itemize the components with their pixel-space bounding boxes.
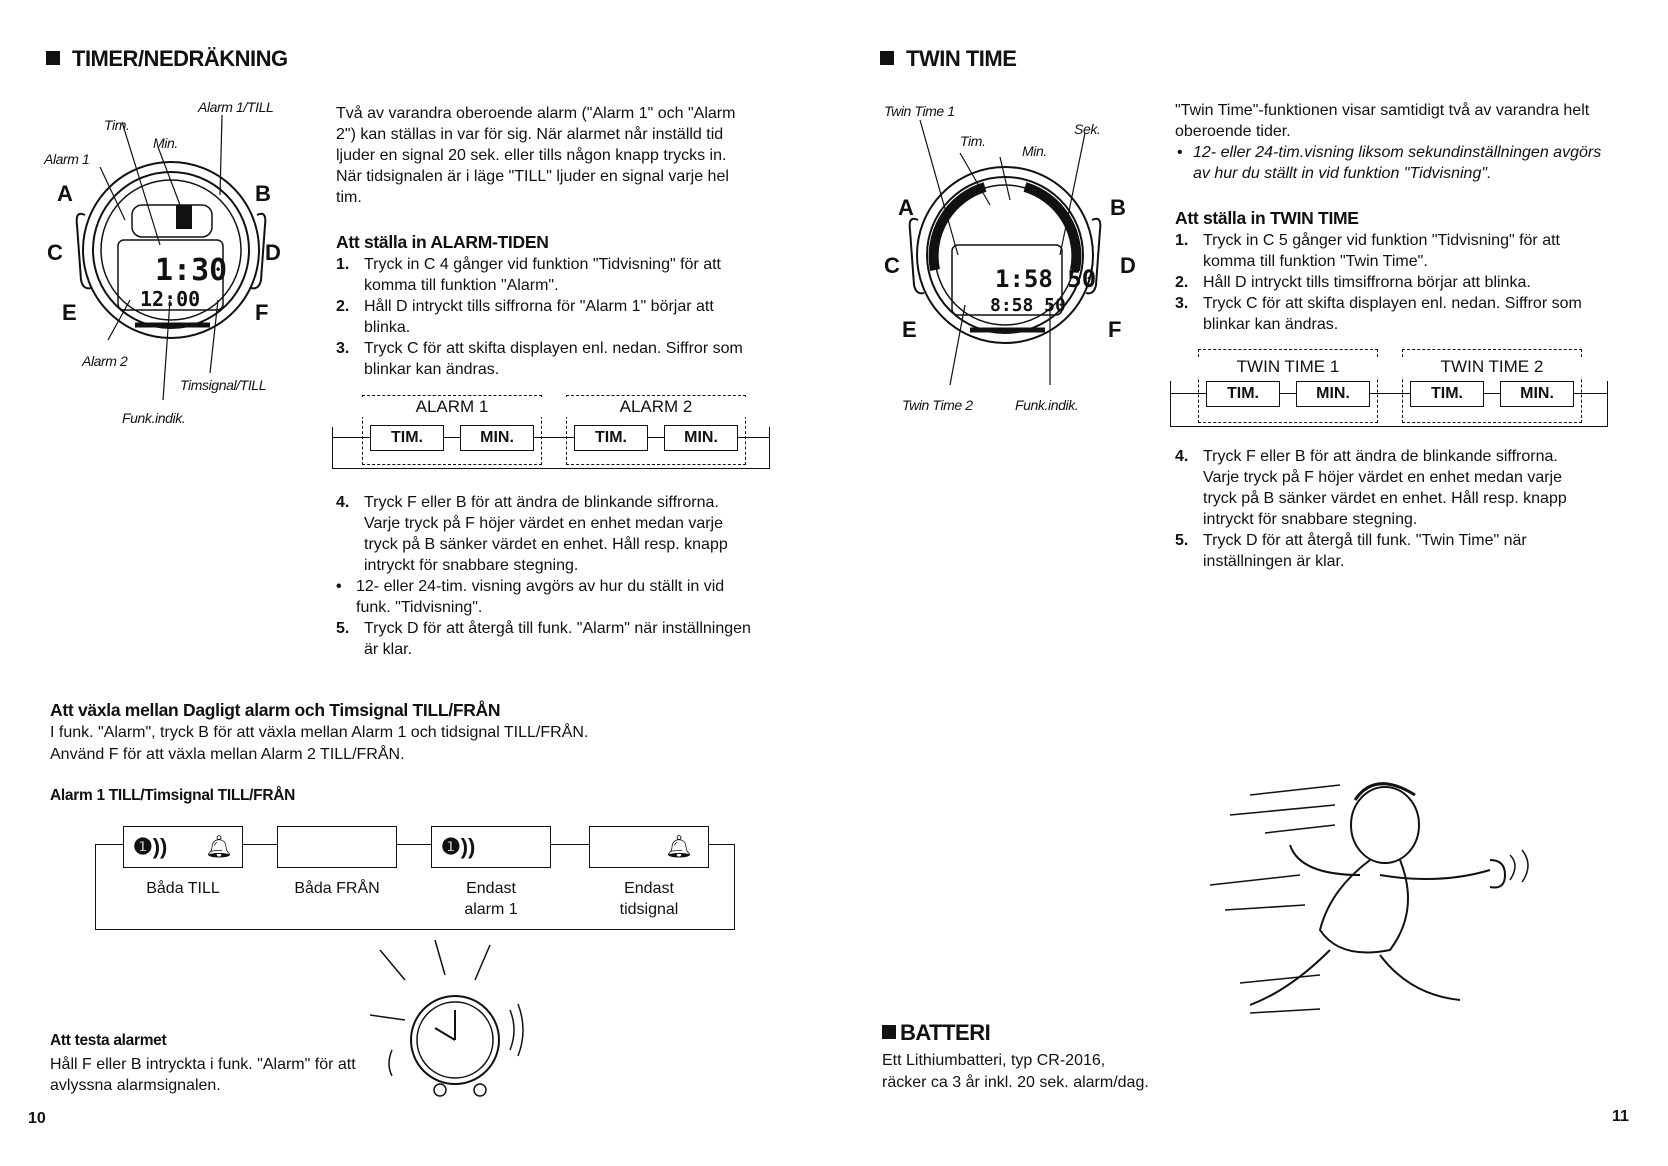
twin-intro-text: "Twin Time"-funktionen visar samtidigt två av varandra helt oberoende tider. [1175,102,1590,140]
watch-button-f: F [255,300,269,325]
twin-steps-a [1175,230,1595,335]
twin-heading: Att ställa in TWIN TIME [1175,208,1359,228]
alarm2-tim-box: TIM. [574,425,648,451]
alarm-steps-a [336,254,756,380]
label-sek: Sek. [1074,121,1101,137]
label-tim: Tim. [960,133,986,149]
cycle-label-4: Endast tidsignal [619,880,679,918]
toggle-text-1: I funk. "Alarm", tryck B för att växla mellan Alarm 1 och tidsignal TILL/FRÅN. [50,724,589,741]
step-item: 5. Tryck D för att återgå till funk. "Alarm" när inställningen är klar. [336,620,751,658]
left-title-text: TIMER/NEDRÄKNING [72,46,288,71]
label-alarm2: Alarm 2 [82,353,128,369]
right-title-text: TWIN TIME [906,46,1017,71]
label-tim: Tim. [104,117,130,133]
cycle-arrow [551,844,589,845]
step-item: 3. Tryck C för att skifta displayen enl. nedan. Siffror som blinkar kan ändras. [336,340,743,378]
watch-button-d: D [265,240,281,265]
watch-display-top: 1:58 50 [995,265,1097,293]
alarm-flow-diagram [332,393,772,479]
bell-icon: 🔔︎ [205,834,233,859]
heading-square-icon [880,51,894,65]
diagram-arrow [738,437,770,438]
alarm-heading: Att ställa in ALARM-TIDEN [336,232,549,252]
left-page-title [46,46,288,72]
test-heading: Att testa alarmet [50,1032,167,1049]
twin-flow-diagram [1170,347,1610,433]
alarm2-min-box: MIN. [664,425,738,451]
cycle-arrow [709,844,735,845]
label-timsignal: Timsignal/TILL [180,377,267,393]
runner-illustration [1210,765,1580,1045]
watch-display-bottom: 8:58 50 [990,295,1066,316]
watch-button-b: B [255,181,271,206]
cycle-arrow [95,844,123,845]
right-page-title [880,46,1016,72]
alarm-signal-icon: ❶)) [441,834,476,859]
step-item: 4. Tryck F eller B för att ändra de blinkande siffrorna. Varje tryck på F höjer värdet en enhet medan varje tryck på B sänker värdet en enhet. Håll resp. knapp intryckt för snabbare stegning. [1175,448,1567,528]
left-watch-illustration [40,95,300,435]
watch-button-f: F [1108,317,1122,342]
alarm1-tim-box: TIM. [370,425,444,451]
diagram-arrow [1170,393,1206,394]
runner-icon [1210,765,1580,1045]
twin-intro-bullet: • 12- eller 24-tim.visning liksom sekundinställningen avgörs av hur du ställt in vid funktion "Tidvisning". [1177,144,1602,182]
twin1-tim-box: TIM. [1206,381,1280,407]
watch-button-e: E [902,317,917,342]
diagram-arrow [1574,393,1608,394]
label-min: Min. [1022,143,1047,159]
twin2-tim-box: TIM. [1410,381,1484,407]
battery-text-1: Ett Lithiumbatteri, typ CR-2016, [882,1052,1106,1069]
twin1-min-box: MIN. [1296,381,1370,407]
diagram-arrow [444,437,460,438]
battery-text-2: räcker ca 3 år inkl. 20 sek. alarm/dag. [882,1074,1149,1091]
left-intro-text: Två av varandra oberoende alarm ("Alarm 1" och "Alarm 2") kan ställas in var för sig. När alarmet når inställd tid ljuder en signal 20 sek. eller tills någon knapp trycks in. När tidsignalen är i läge "TILL" ljuder en signal varje hel tim. [336,105,736,206]
cycle-label-2: Båda FRÅN [294,880,380,897]
watch-button-a: A [898,195,914,220]
step-item: 2. Håll D intryckt tills timsiffrorna börjar att blinka. [1175,274,1531,291]
step-item: 3. Tryck C för att skifta displayen enl. nedan. Siffror som blinkar kan ändras. [1175,295,1582,333]
cycle-arrow [243,844,277,845]
page-number-left: 10 [28,1110,46,1127]
diagram-arrow [1370,393,1410,394]
watch-button-c: C [47,240,63,265]
watch-button-b: B [1110,195,1126,220]
twin-steps-b [1175,446,1595,572]
step-item: 1. Tryck in C 5 gånger vid funktion "Tidvisning" för att komma till funktion "Twin Time". [1175,232,1560,270]
cycle-label-1: Båda TILL [146,880,220,897]
twin-watch-drawing [880,95,1150,425]
toggle-text-2: Använd F för att växla mellan Alarm 2 TILL/FRÅN. [50,746,405,763]
label-funk-indik: Funk.indik. [122,410,186,426]
alarm-steps-b [336,492,756,660]
diagram-arrow [1484,393,1500,394]
diagram-arrow [648,437,664,438]
step-item: 2. Håll D intryckt tills siffrorna för "Alarm 1" börjar att blinka. [336,298,714,336]
watch-display-bottom: 12:00 [140,287,201,311]
heading-square-icon [46,51,60,65]
twin-intro [1175,100,1615,184]
right-watch-illustration [880,95,1150,425]
step-item: 1. Tryck in C 4 gånger vid funktion "Tidvisning" för att komma till funktion "Alarm". [336,256,721,294]
diagram-arrow [332,437,370,438]
heading-square-icon [882,1025,896,1039]
label-twin2: Twin Time 2 [902,397,973,413]
diagram-arrow [1280,393,1296,394]
battery-title [882,1020,990,1046]
alarm1-label: ALARM 1 [362,397,542,417]
twin2-min-box: MIN. [1500,381,1574,407]
twin2-label: TWIN TIME 2 [1402,357,1582,377]
twin1-label: TWIN TIME 1 [1198,357,1378,377]
step-item: 5. Tryck D för att återgå till funk. "Twin Time" när inställningen är klar. [1175,532,1527,570]
alarm1-min-box: MIN. [460,425,534,451]
alarm-clock-icon [370,940,545,1100]
cycle-heading: Alarm 1 TILL/Timsignal TILL/FRÅN [50,787,296,804]
watch-button-d: D [1120,253,1136,278]
cycle-box-2 [277,826,397,868]
label-alarm1: Alarm 1 [44,151,90,167]
alarm-signal-icon: ❶)) [133,834,168,859]
label-alarm1-till: Alarm 1/TILL [198,99,274,115]
step-item: • 12- eller 24-tim. visning avgörs av hur du ställt in vid funk. "Tidvisning". [336,578,725,616]
cycle-diagram [95,826,735,936]
bell-icon: 🔔︎ [665,834,693,859]
test-text: Håll F eller B intryckta i funk. "Alarm" för att avlyssna alarmsignalen. [50,1056,356,1094]
page-number-right: 11 [1612,1108,1629,1125]
toggle-heading: Att växla mellan Dagligt alarm och Timsignal TILL/FRÅN [50,700,501,720]
alarm-clock-illustration [370,940,545,1100]
battery-title-text: BATTERI [900,1020,991,1045]
watch-display-top: 1:30 [155,253,228,288]
step-item: 4. Tryck F eller B för att ändra de blinkande siffrorna. Varje tryck på F höjer värdet en enhet medan varje tryck på B sänker värdet en enhet. Håll resp. knapp intryckt för snabbare stegning. [336,494,728,574]
label-min: Min. [153,135,178,151]
label-twin1: Twin Time 1 [884,103,955,119]
watch-button-e: E [62,300,77,325]
watch-button-c: C [884,253,900,278]
watch-button-a: A [57,181,73,206]
label-funk-indik: Funk.indik. [1015,397,1079,413]
alarm2-label: ALARM 2 [566,397,746,417]
cycle-arrow [397,844,431,845]
cycle-label-3: Endast alarm 1 [464,880,518,918]
diagram-arrow [534,437,574,438]
